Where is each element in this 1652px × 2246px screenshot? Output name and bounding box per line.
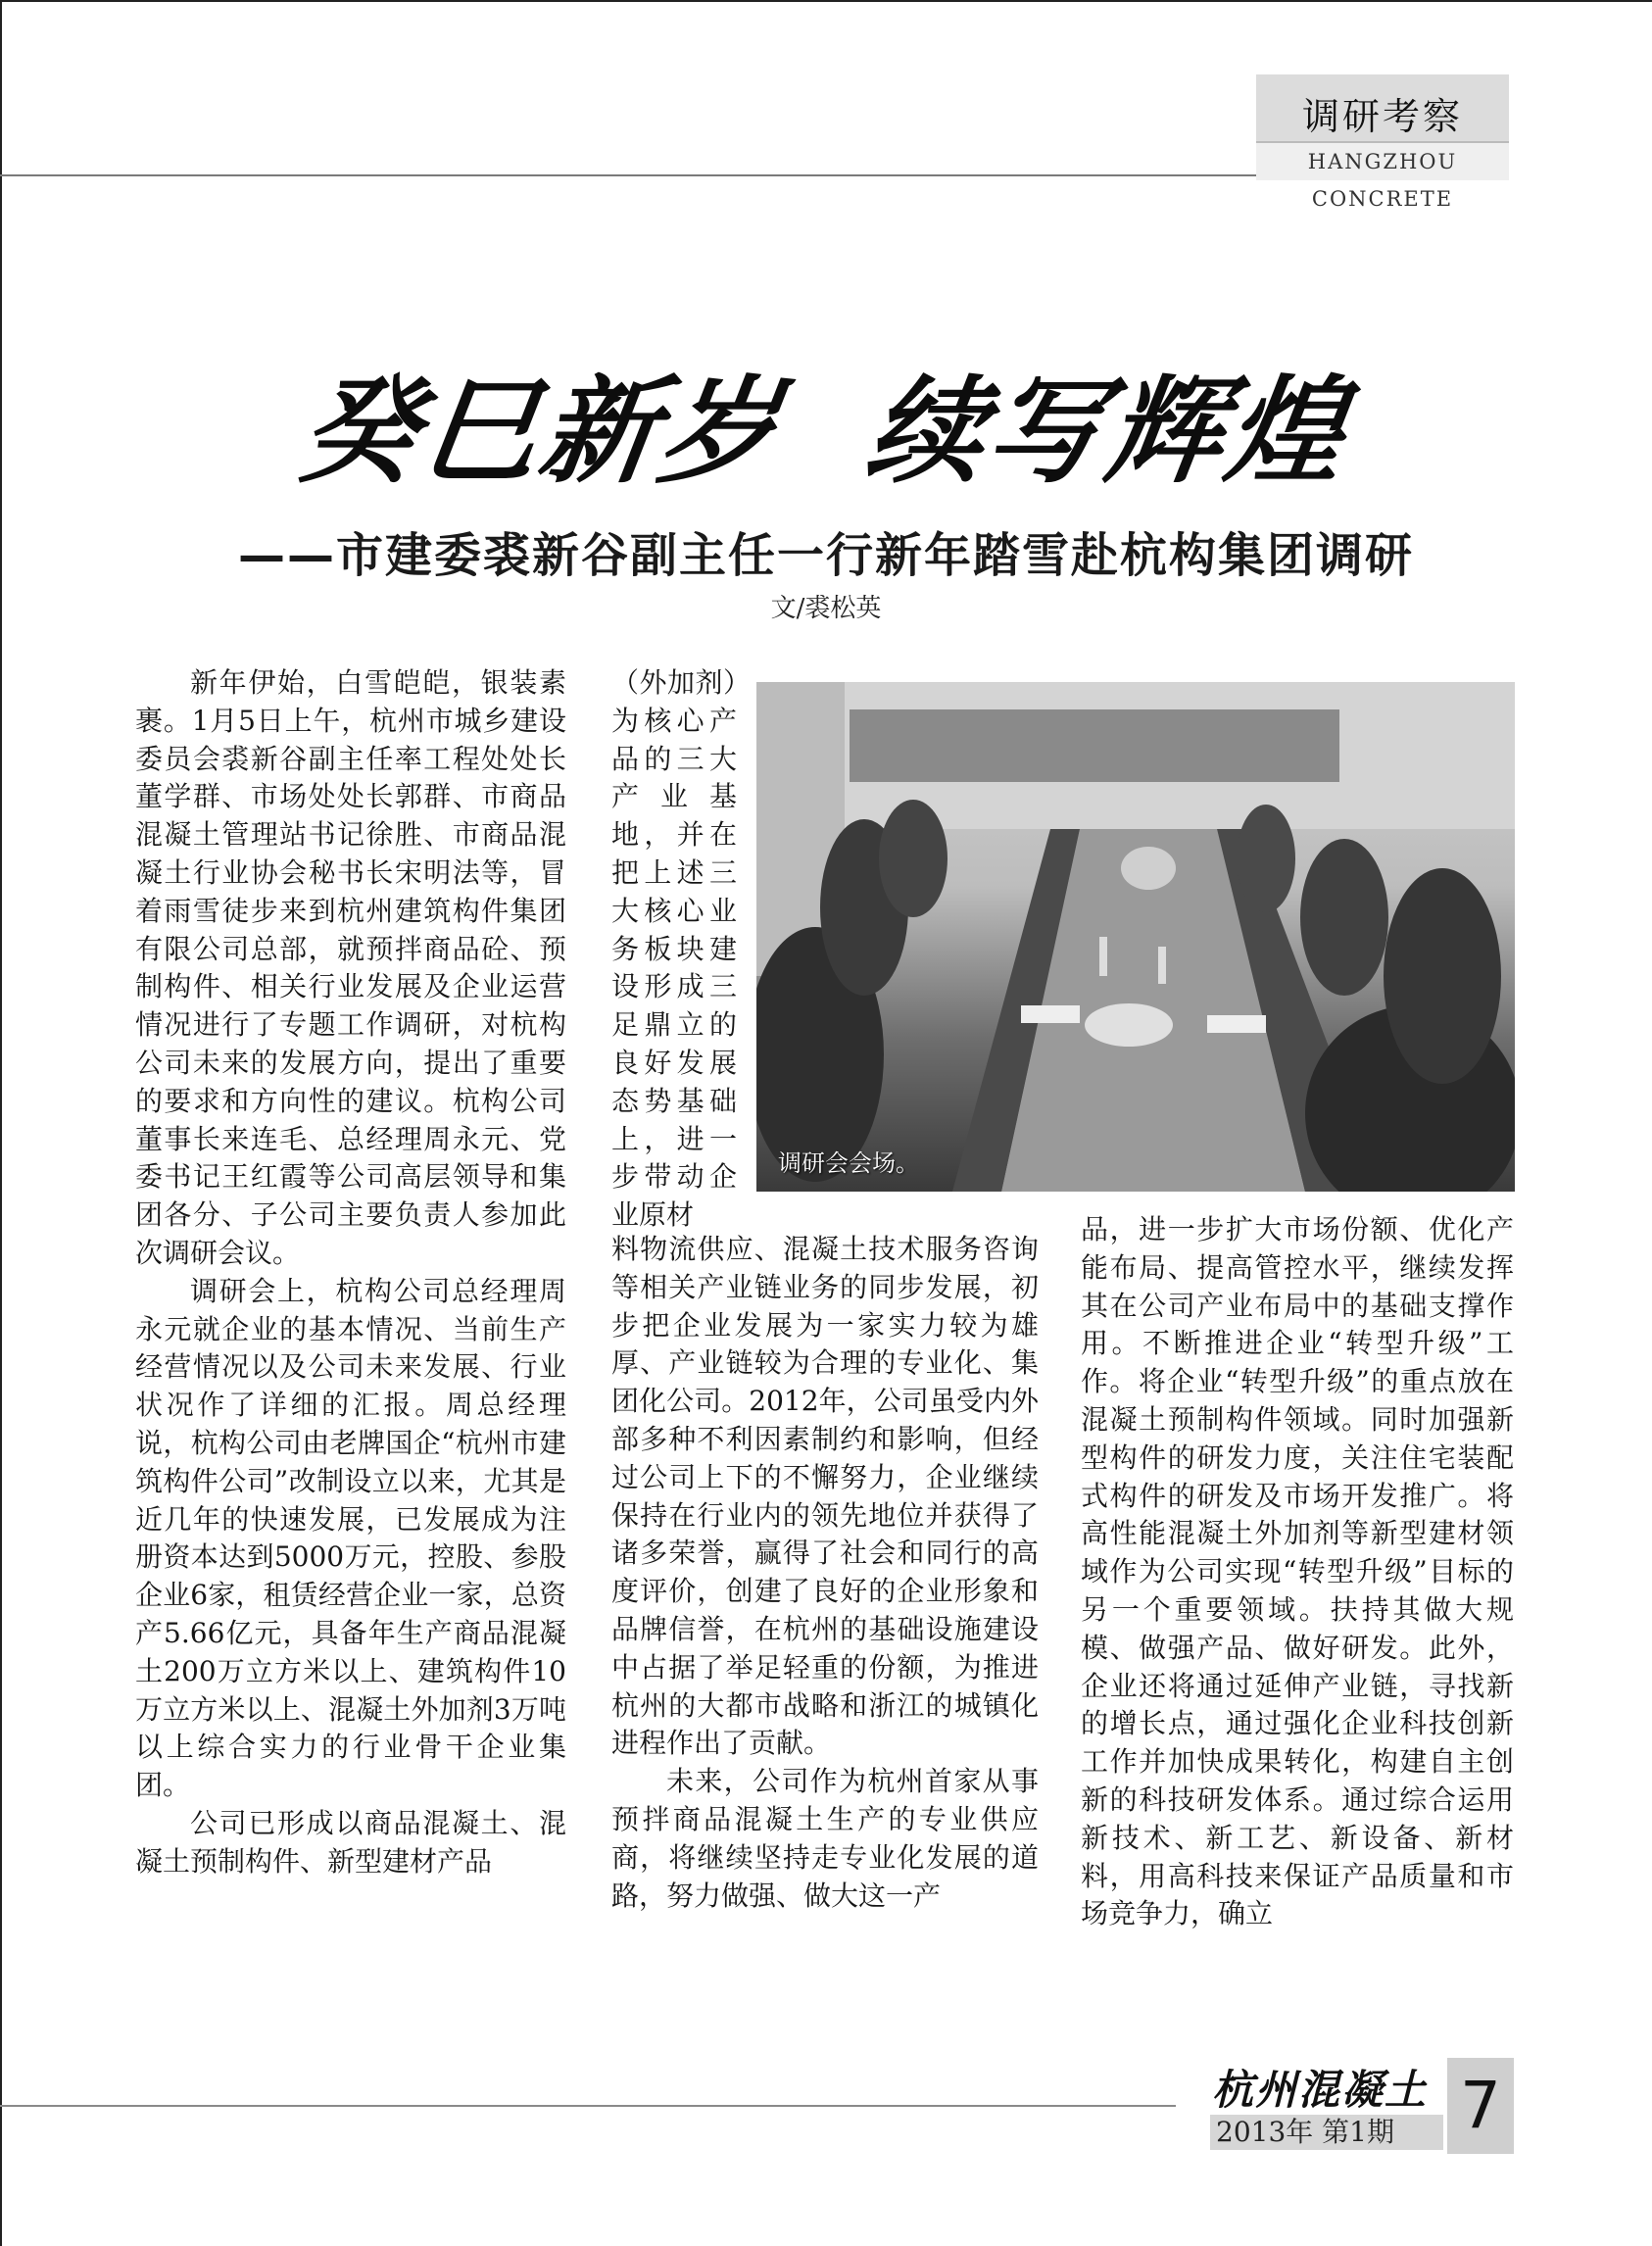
- paragraph: 料物流供应、混凝土技术服务咨询等相关产业链业务的同步发展，初步把企业发展为一家实力较为雄厚、产业链较为合理的专业化、集团化公司。2012年，公司虽受内外部多种不利因素制约和影响，但经过公司上下的不懈努力，企业继续保持在行业内的领先地位并获得了诸多荣誉，赢得了社会和同行的高度评价，创建了良好的企业形象和品牌信誉，在杭州的基础设施建设中占据了举足轻重的份额，为推进杭州的大都市战略和浙江的城镇化进程作出了贡献。: [611, 1233, 1039, 1760]
- paragraph: 品，进一步扩大市场份额、优化产能布局、提高管控水平，继续发挥其在公司产业布局中的基础支撑作用。不断推进企业“转型升级”工作。将企业“转型升级”的重点放在混凝土预制构件领域。同时加强新型构件的研发力度，关注住宅装配式构件的研发及市场开发推广。将高性能混凝土外加剂等新型建材领域作为公司实现“转型升级”目标的另一个重要领域。扶持其做大规模、做强产品、做好研发。此外，企业还将通过延伸产业链，寻找新的增长点，通过强化企业科技创新工作并加快成果转化，构建自主创新的科技研发体系。通过综合运用新技术、新工艺、新设备、新材料，用高科技来保证产品质量和市场竞争力，确立: [1081, 1213, 1514, 1930]
- article-subtitle: ——市建委裘新谷副主任一行新年踏雪赴杭构集团调研: [237, 528, 1414, 583]
- page-border-top: [0, 0, 1652, 2]
- text-column-2-narrow: [611, 664, 737, 1235]
- text-column-3: [1081, 1211, 1514, 1933]
- paragraph: （外加剂）为核心产品的三大产业基地，并在把上述三大核心业务板块建设形成三足鼎立的良好发展态势基础上，进一步带动企业原材: [611, 666, 737, 1232]
- page-border-left: [0, 0, 2, 2246]
- article-title: 癸巳新岁 续写辉煌: [292, 364, 1357, 499]
- section-name: 调研考察: [1301, 95, 1463, 138]
- photo-caption: 调研会会场。: [778, 1149, 919, 1177]
- meeting-photo: [756, 682, 1515, 1192]
- section-tag: [1256, 74, 1509, 211]
- issue-label: 2013年 第1期: [1210, 2115, 1443, 2150]
- article-byline: 文/裘松英: [770, 594, 882, 623]
- journal-name-en: HANGZHOU CONCRETE: [1256, 141, 1509, 180]
- header-rule: [0, 174, 1264, 176]
- text-column-1: [135, 664, 566, 1881]
- paragraph: 调研会上，杭构公司总经理周永元就企业的基本情况、当前生产经营情况以及公司未来发展、行业状况作了详细的汇报。周总经理说，杭构公司由老牌国企“杭州市建筑构件公司”改制设立以来，尤其是近几年的快速发展，已发展成为注册资本达到5000万元，控股、参股企业6家，租赁经营企业一家，总资产5.66亿元，具备年生产商品混凝土200万立方米以上、建筑构件10万立方米以上、混凝土外加剂3万吨以上综合实力的行业骨干企业集团。: [135, 1274, 566, 1802]
- text-column-2: [611, 1231, 1039, 1915]
- paragraph: 新年伊始，白雪皑皑，银装素裹。1月5日上午，杭州市城乡建设委员会裘新谷副主任率工程处处长董学群、市场处处长郭群、市商品混凝土管理站书记徐胜、市商品混凝土行业协会秘书长宋明法等，冒着雨雪徒步来到杭州建筑构件集团有限公司总部，就预拌商品砼、预制构件、相关行业发展及企业运营情况进行了专题工作调研，对杭构公司未来的发展方向，提出了重要的要求和方向性的建议。杭构公司董事长来连毛、总经理周永元、党委书记王红霞等公司高层领导和集团各分、子公司主要负责人参加此次调研会议。: [135, 666, 566, 1269]
- footer-rule: [0, 2105, 1176, 2107]
- paragraph: 未来，公司作为杭州首家从事预拌商品混凝土生产的专业供应商，将继续坚持走专业化发展的道路，努力做强、做大这一产: [611, 1765, 1039, 1912]
- meeting-photo-illustration: [756, 682, 1515, 1192]
- page-number: 7: [1447, 2058, 1514, 2154]
- paragraph: 公司已形成以商品混凝土、混凝土预制构件、新型建材产品: [135, 1806, 566, 1878]
- page-footer: [1181, 2058, 1514, 2154]
- magazine-logo: 杭州混凝土: [1212, 2066, 1429, 2114]
